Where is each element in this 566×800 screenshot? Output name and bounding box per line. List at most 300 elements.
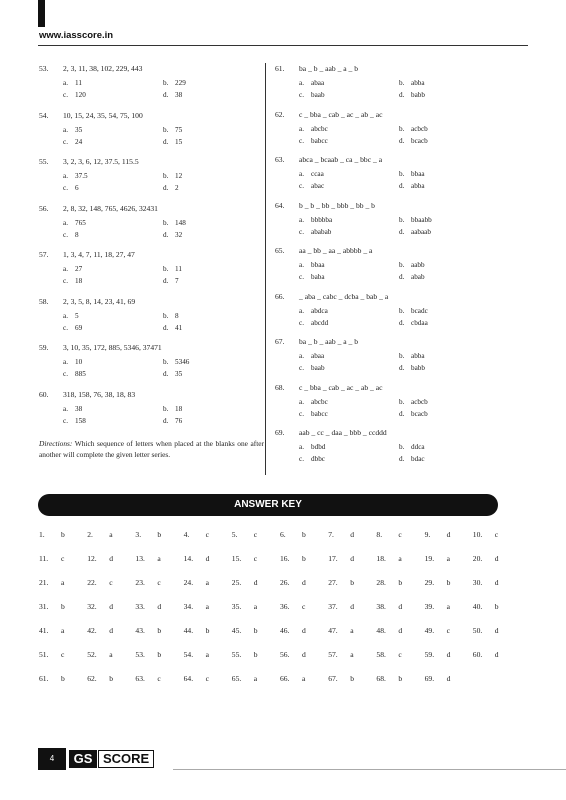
- option-item: [163, 263, 182, 275]
- option-letter: c.: [299, 273, 304, 281]
- answer-number: 43.: [135, 626, 145, 635]
- option-item: [399, 135, 428, 147]
- answer-key-cell: [135, 626, 161, 635]
- answer-key-cell: [39, 602, 65, 611]
- answer-key-cell: [473, 602, 499, 611]
- answer-value: b: [157, 530, 162, 539]
- answer-key-cell: [376, 554, 401, 563]
- answer-value: a: [398, 554, 402, 563]
- option-letter: a.: [299, 261, 304, 269]
- directions-text: [39, 438, 264, 460]
- question-text: 318, 158, 76, 38, 18, 83: [63, 389, 136, 399]
- answer-key-cell: [184, 530, 209, 539]
- option-item: [163, 275, 179, 287]
- option-item: [163, 310, 179, 322]
- option-letter: b.: [399, 397, 405, 406]
- option-letter: a.: [63, 404, 68, 413]
- answer-value: a: [253, 674, 258, 683]
- option-value: 35: [175, 370, 183, 378]
- answer-key-cell: [425, 674, 451, 683]
- option-letter: c.: [63, 91, 68, 99]
- option-item: [399, 123, 428, 135]
- question-item: [39, 342, 264, 382]
- option-value: 8: [175, 311, 179, 320]
- question-number: 59.: [39, 343, 49, 352]
- option-value: abdca: [311, 306, 328, 315]
- answer-number: 36.: [280, 602, 290, 611]
- header-bar: [38, 0, 45, 27]
- answer-number: 40.: [472, 602, 483, 611]
- answer-key-cell: [184, 578, 209, 587]
- option-letter: d.: [163, 277, 169, 285]
- option-item: [399, 408, 428, 420]
- option-value: 148: [175, 218, 186, 227]
- answer-number: 29.: [424, 578, 435, 587]
- answer-key-cell: [376, 602, 402, 611]
- question-text: ba _ b _ aab _ a _ b: [299, 64, 359, 73]
- answer-number: 50.: [472, 626, 483, 635]
- answer-value: b: [253, 626, 258, 635]
- option-letter: b.: [163, 311, 169, 320]
- option-item: [299, 317, 328, 329]
- option-value: bdac: [411, 455, 425, 463]
- answer-key-cell: [328, 554, 354, 563]
- answer-number: 19.: [424, 554, 435, 563]
- option-letter: b.: [163, 358, 169, 366]
- answer-value: d: [350, 554, 354, 563]
- answer-number: 31.: [39, 602, 49, 611]
- answer-key-cell: [328, 626, 353, 635]
- answer-value: c: [157, 578, 161, 587]
- option-value: 69: [75, 323, 83, 332]
- question-number: 69.: [275, 428, 285, 437]
- question-number: 57.: [39, 250, 49, 259]
- option-value: 11: [75, 79, 82, 87]
- answer-key-cell: [232, 674, 257, 683]
- option-letter: b.: [163, 172, 169, 180]
- option-item: [163, 415, 182, 427]
- option-item: [63, 322, 82, 334]
- answer-key-cell: [328, 602, 354, 611]
- answer-value: c: [253, 530, 258, 539]
- answer-value: d: [302, 578, 306, 587]
- option-value: 76: [175, 416, 183, 425]
- answer-value: d: [350, 530, 354, 539]
- option-value: 35: [75, 125, 83, 134]
- answer-key-cell: [232, 650, 258, 659]
- answer-value: d: [109, 602, 113, 611]
- answer-key-cell: [473, 626, 499, 635]
- answer-value: b: [350, 578, 354, 587]
- option-value: 38: [75, 404, 83, 413]
- option-letter: c.: [63, 137, 68, 146]
- option-letter: a.: [299, 215, 304, 224]
- question-text: abca _ bcaab _ ca _ bbc _ a: [299, 155, 383, 164]
- option-letter: d.: [399, 273, 405, 281]
- option-letter: c.: [299, 227, 304, 236]
- option-value: 12: [175, 172, 183, 180]
- option-value: 37.5: [75, 172, 88, 180]
- answer-number: 41.: [39, 626, 49, 635]
- question-item: [275, 245, 505, 285]
- option-letter: a.: [299, 352, 304, 360]
- answer-key-cell: [232, 602, 257, 611]
- answer-number: 21.: [39, 578, 49, 587]
- option-letter: d.: [399, 455, 405, 463]
- answer-key-cell: [473, 650, 499, 659]
- question-item: [39, 389, 264, 429]
- option-letter: b.: [163, 79, 169, 87]
- question-number: 56.: [39, 203, 49, 213]
- answer-value: b: [61, 602, 65, 611]
- question-item: [275, 109, 505, 149]
- option-letter: c.: [299, 318, 304, 327]
- option-item: [299, 259, 325, 271]
- option-value: 15: [175, 137, 183, 146]
- option-item: [399, 180, 425, 192]
- answer-number: 6.: [280, 530, 286, 539]
- option-item: [63, 182, 79, 194]
- option-letter: d.: [163, 184, 169, 192]
- option-item: [63, 415, 86, 427]
- option-value: baba: [311, 273, 325, 281]
- option-value: 10: [75, 358, 83, 366]
- option-value: 5: [75, 311, 79, 320]
- answer-number: 68.: [376, 674, 386, 683]
- option-item: [299, 168, 324, 180]
- answer-number: 26.: [280, 578, 290, 587]
- option-letter: a.: [299, 170, 304, 178]
- answer-value: a: [253, 602, 258, 611]
- answer-key-cell: [184, 554, 210, 563]
- option-item: [299, 123, 328, 135]
- option-letter: a.: [299, 397, 304, 406]
- option-letter: a.: [63, 79, 68, 87]
- answer-key-cell: [232, 530, 257, 539]
- answer-key-cell: [39, 626, 64, 635]
- answer-key-cell: [39, 578, 64, 587]
- option-item: [399, 214, 432, 226]
- option-letter: b.: [399, 79, 405, 87]
- option-value: babb: [411, 91, 425, 99]
- answer-value: c: [205, 674, 209, 683]
- answer-key-cell: [135, 578, 160, 587]
- answer-key-cell: [280, 602, 305, 611]
- answer-value: d: [302, 626, 306, 635]
- answer-value: b: [302, 554, 306, 563]
- option-letter: b.: [163, 265, 169, 273]
- option-letter: c.: [299, 409, 304, 418]
- option-value: 2: [175, 184, 179, 192]
- answer-value: a: [109, 530, 113, 539]
- answer-value: c: [446, 626, 450, 635]
- site-url: www.iasscore.in: [39, 30, 114, 41]
- answer-key-cell: [376, 578, 402, 587]
- option-item: [399, 77, 425, 89]
- question-number: 65.: [275, 246, 285, 255]
- option-item: [63, 356, 82, 368]
- answer-number: 48.: [376, 626, 386, 635]
- answer-number: 32.: [87, 602, 97, 611]
- answer-key-cell: [328, 674, 354, 683]
- answer-key-cell: [184, 626, 210, 635]
- answer-number: 51.: [39, 650, 49, 659]
- option-letter: c.: [299, 182, 304, 190]
- option-item: [399, 89, 425, 101]
- answer-number: 23.: [135, 578, 145, 587]
- option-letter: c.: [63, 323, 68, 332]
- answer-key-cell: [280, 530, 306, 539]
- answer-value: a: [446, 554, 450, 563]
- question-text: ba _ b _ aab _ a _ b: [299, 337, 359, 346]
- option-value: 6: [75, 184, 79, 192]
- question-number: 54.: [39, 110, 49, 120]
- answer-number: 60.: [472, 650, 483, 659]
- option-item: [163, 170, 182, 182]
- option-item: [63, 89, 86, 101]
- option-value: 158: [75, 416, 86, 425]
- answer-value: d: [109, 626, 113, 635]
- column-divider: [265, 63, 266, 475]
- answer-number: 34.: [183, 602, 194, 611]
- option-letter: d.: [163, 230, 169, 239]
- answer-value: a: [205, 602, 209, 611]
- option-item: [299, 226, 331, 238]
- answer-number: 11.: [39, 554, 49, 563]
- answer-key-cell: [280, 674, 305, 683]
- option-item: [399, 396, 428, 408]
- option-item: [63, 263, 82, 275]
- answer-key-cell: [135, 674, 160, 683]
- answer-number: 5.: [231, 530, 238, 539]
- option-item: [399, 226, 431, 238]
- directions-body: Which sequence of letters when placed at the blanks one after another will complete the given letter series.: [39, 439, 264, 459]
- answer-value: b: [109, 674, 113, 683]
- question-text: aa _ bb _ aa _ abbbb _ a: [299, 246, 373, 255]
- option-value: aabb: [411, 261, 425, 269]
- option-value: 765: [75, 218, 86, 227]
- option-value: ccaa: [311, 170, 324, 178]
- answer-value: a: [350, 650, 354, 659]
- answer-number: 38.: [376, 602, 386, 611]
- answer-key-cell: [87, 578, 112, 587]
- option-item: [163, 89, 182, 101]
- question-item: [275, 336, 505, 376]
- option-value: acbcb: [411, 124, 428, 133]
- option-letter: d.: [399, 91, 405, 99]
- answer-value: d: [446, 650, 451, 659]
- answer-value: a: [61, 626, 65, 635]
- question-item: [39, 156, 264, 196]
- answer-value: d: [302, 650, 306, 659]
- option-letter: c.: [63, 416, 68, 425]
- option-item: [63, 136, 82, 148]
- option-letter: b.: [399, 443, 405, 451]
- option-item: [399, 271, 425, 283]
- option-letter: c.: [63, 230, 68, 239]
- answer-number: 2.: [87, 530, 93, 539]
- answer-key-cell: [135, 554, 160, 563]
- answer-value: d: [109, 554, 113, 563]
- option-letter: a.: [299, 443, 304, 451]
- option-item: [299, 441, 325, 453]
- answer-key-cell: [184, 674, 209, 683]
- option-item: [299, 77, 324, 89]
- answer-number: 42.: [87, 626, 97, 635]
- option-value: ddca: [411, 443, 425, 451]
- answer-value: d: [157, 602, 162, 611]
- option-value: 27: [75, 265, 83, 273]
- answer-value: b: [446, 578, 451, 587]
- option-item: [63, 368, 86, 380]
- answer-value: a: [157, 554, 161, 563]
- answer-number: 44.: [183, 626, 194, 635]
- option-letter: d.: [399, 182, 405, 190]
- answer-number: 17.: [328, 554, 338, 563]
- option-value: abaa: [311, 79, 325, 87]
- option-item: [163, 217, 186, 229]
- answer-key-cell: [39, 530, 65, 539]
- question-text: aab _ cc _ daa _ bbb _ ccddd: [299, 428, 387, 437]
- option-item: [299, 305, 328, 317]
- option-letter: a.: [63, 358, 68, 366]
- answer-value: b: [398, 674, 403, 683]
- answer-number: 18.: [376, 554, 386, 563]
- answer-number: 4.: [183, 530, 190, 539]
- answer-key-banner: ANSWER KEY: [38, 494, 498, 516]
- option-letter: b.: [163, 125, 169, 134]
- option-value: abba: [411, 79, 425, 87]
- answer-number: 35.: [231, 602, 242, 611]
- answer-number: 59.: [424, 650, 435, 659]
- option-letter: d.: [163, 137, 169, 146]
- option-value: baab: [311, 91, 325, 99]
- answer-value: d: [253, 578, 258, 587]
- answer-key-cell: [232, 626, 258, 635]
- answer-key-cell: [232, 554, 257, 563]
- option-value: 5346: [175, 358, 190, 366]
- answer-value: c: [61, 650, 65, 659]
- answer-number: 33.: [135, 602, 145, 611]
- answer-value: b: [61, 530, 65, 539]
- answer-value: c: [157, 674, 161, 683]
- directions-label: Directions:: [39, 439, 73, 448]
- option-value: bcadc: [411, 306, 428, 315]
- answer-value: d: [446, 530, 451, 539]
- question-item: [275, 427, 505, 467]
- question-item: [275, 63, 505, 103]
- question-text: 3, 10, 35, 172, 885, 5346, 37471: [63, 343, 162, 352]
- question-item: [39, 249, 264, 289]
- answer-key-cell: [376, 674, 402, 683]
- option-item: [63, 217, 86, 229]
- option-item: [63, 170, 88, 182]
- answer-key-cell: [87, 530, 112, 539]
- question-text: c _ bba _ cab _ ac _ ab _ ac: [299, 382, 383, 392]
- answer-key-cell: [473, 554, 499, 563]
- answer-number: 64.: [183, 674, 194, 683]
- option-item: [299, 362, 325, 374]
- question-item: [275, 154, 505, 194]
- option-value: bbaa: [411, 170, 425, 178]
- answer-value: a: [205, 650, 209, 659]
- question-number: 67.: [275, 337, 285, 346]
- answer-key-cell: [473, 530, 498, 539]
- answer-key-cell: [425, 530, 451, 539]
- answer-value: b: [253, 650, 258, 659]
- answer-key-cell: [280, 554, 306, 563]
- answer-number: 54.: [183, 650, 194, 659]
- option-item: [163, 77, 186, 89]
- answer-number: 57.: [328, 650, 338, 659]
- answer-number: 30.: [472, 578, 483, 587]
- option-item: [399, 362, 425, 374]
- answer-key-cell: [39, 674, 65, 683]
- answer-value: d: [494, 626, 499, 635]
- answer-number: 14.: [183, 554, 194, 563]
- option-value: aabaab: [411, 227, 431, 236]
- answer-number: 7.: [328, 530, 334, 539]
- option-letter: c.: [299, 91, 304, 99]
- answer-key-cell: [376, 530, 401, 539]
- option-letter: d.: [399, 409, 405, 418]
- option-value: bbbbba: [311, 215, 333, 224]
- answer-key-cell: [87, 602, 113, 611]
- option-letter: a.: [63, 311, 68, 320]
- option-letter: a.: [299, 79, 304, 87]
- answer-number: 56.: [280, 650, 290, 659]
- option-item: [299, 271, 325, 283]
- answer-value: b: [157, 626, 162, 635]
- answer-value: d: [398, 602, 403, 611]
- option-value: babb: [411, 364, 425, 372]
- answer-number: 49.: [424, 626, 435, 635]
- question-text: c _ bba _ cab _ ac _ ab _ ac: [299, 109, 383, 119]
- answer-key-cell: [473, 578, 499, 587]
- answer-key-cell: [328, 578, 354, 587]
- question-item: [39, 110, 264, 150]
- option-value: 75: [175, 125, 183, 134]
- answer-number: 9.: [424, 530, 431, 539]
- option-value: abcdd: [311, 318, 329, 327]
- answer-number: 45.: [231, 626, 242, 635]
- answer-value: b: [205, 626, 210, 635]
- answer-key-cell: [425, 602, 450, 611]
- question-text: 10, 15, 24, 35, 54, 75, 100: [63, 110, 143, 120]
- answer-number: 16.: [280, 554, 290, 563]
- option-value: bcacb: [411, 409, 428, 418]
- answer-number: 3.: [135, 530, 142, 539]
- question-text: 1, 3, 4, 7, 11, 18, 27, 47: [63, 250, 135, 259]
- option-letter: b.: [163, 218, 169, 227]
- option-letter: b.: [399, 352, 405, 360]
- answer-number: 37.: [328, 602, 338, 611]
- option-item: [63, 124, 82, 136]
- option-item: [63, 310, 79, 322]
- answer-key-cell: [425, 554, 450, 563]
- answer-value: b: [350, 674, 354, 683]
- answer-number: 12.: [87, 554, 97, 563]
- question-number: 53.: [39, 64, 49, 73]
- option-item: [299, 89, 325, 101]
- answer-number: 25.: [231, 578, 242, 587]
- question-number: 64.: [275, 200, 285, 210]
- answer-key-cell: [425, 650, 451, 659]
- option-value: 11: [175, 265, 182, 273]
- option-value: acbcb: [411, 397, 428, 406]
- answer-number: 10.: [472, 530, 483, 539]
- option-value: 885: [75, 370, 86, 378]
